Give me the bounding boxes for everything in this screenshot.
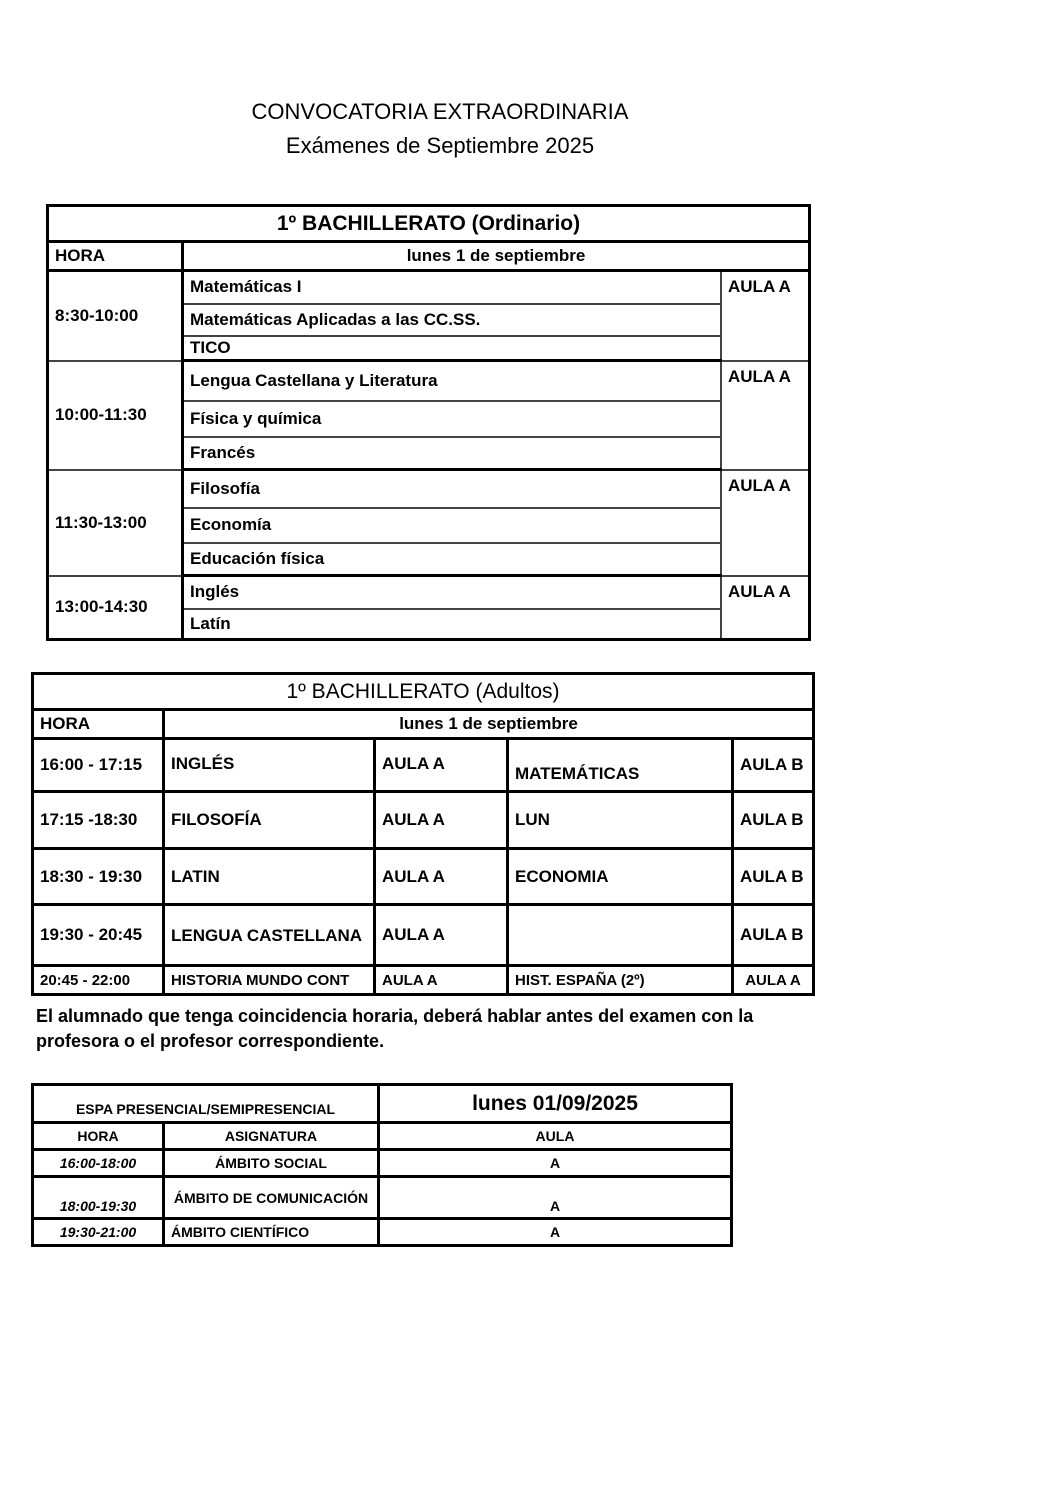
subject-cell: INGLÉS — [164, 739, 375, 792]
adultos-title: 1º BACHILLERATO (Adultos) — [33, 674, 814, 710]
day-header: lunes 1 de septiembre — [164, 710, 814, 739]
subject-cell: MATEMÁTICAS — [508, 739, 733, 792]
slot-time: 19:30 - 20:45 — [33, 905, 164, 966]
subject-cell: FILOSOFÍA — [164, 792, 375, 849]
aula-cell: AULA A — [721, 271, 810, 361]
subject-cell: LENGUA CASTELLANA — [164, 905, 375, 966]
slot-time: 20:45 - 22:00 — [33, 966, 164, 995]
document-subtitle: Exámenes de Septiembre 2025 — [285, 133, 595, 158]
subject-cell: Francés — [183, 437, 722, 470]
aula-cell: AULA A — [375, 792, 508, 849]
subject-cell: Lengua Castellana y Literatura — [183, 361, 722, 401]
aula-cell: A — [379, 1219, 732, 1246]
aula-cell: AULA A — [375, 849, 508, 905]
slot-time: 18:30 - 19:30 — [33, 849, 164, 905]
hora-header: HORA — [33, 710, 164, 739]
aula-cell: AULA A — [375, 905, 508, 966]
document-title: CONVOCATORIA EXTRAORDINARIA — [251, 99, 629, 124]
ordinario-title: 1º BACHILLERATO (Ordinario) — [48, 206, 810, 242]
aula-cell: AULA A — [721, 470, 810, 576]
aula-cell: AULA B — [733, 905, 814, 966]
subject-cell — [508, 905, 733, 966]
subject-cell: ÁMBITO DE COMUNICACIÓN — [164, 1177, 379, 1219]
slot-time: 13:00-14:30 — [48, 576, 183, 640]
aula-cell: AULA B — [733, 849, 814, 905]
slot-time: 16:00-18:00 — [33, 1150, 164, 1177]
ordinario-table — [46, 204, 811, 641]
aula-cell: AULA B — [733, 792, 814, 849]
slot-time: 10:00-11:30 — [48, 361, 183, 470]
slot-time: 8:30-10:00 — [48, 271, 183, 361]
slot-time: 18:00-19:30 — [33, 1177, 164, 1219]
aula-cell: A — [379, 1177, 732, 1219]
subject-cell: LUN — [508, 792, 733, 849]
asignatura-header: ASIGNATURA — [164, 1123, 379, 1150]
hora-header: HORA — [33, 1123, 164, 1150]
espa-table — [31, 1083, 733, 1247]
aula-cell: AULA A — [721, 576, 810, 640]
subject-cell: Matemáticas I — [183, 271, 722, 304]
subject-cell: Física y química — [183, 401, 722, 437]
aula-cell: AULA A — [733, 966, 814, 995]
slot-time: 19:30-21:00 — [33, 1219, 164, 1246]
subject-cell: HIST. ESPAÑA (2º) — [508, 966, 733, 995]
subject-cell: Filosofía — [183, 470, 722, 508]
subject-cell: Inglés — [183, 576, 722, 609]
subject-cell: ECONOMIA — [508, 849, 733, 905]
aula-cell: A — [379, 1150, 732, 1177]
day-header: lunes 1 de septiembre — [183, 242, 810, 271]
aula-cell: AULA A — [375, 966, 508, 995]
subject-cell: ÁMBITO SOCIAL — [164, 1150, 379, 1177]
subject-cell: Economía — [183, 508, 722, 543]
slot-time: 17:15 -18:30 — [33, 792, 164, 849]
aula-cell: AULA A — [721, 361, 810, 470]
aula-cell: AULA A — [375, 739, 508, 792]
hora-header: HORA — [48, 242, 183, 271]
slot-time: 16:00 - 17:15 — [33, 739, 164, 792]
subject-cell: Matemáticas Aplicadas a las CC.SS. — [183, 304, 722, 336]
espa-date: lunes 01/09/2025 — [379, 1085, 732, 1123]
subject-cell: LATIN — [164, 849, 375, 905]
slot-time: 11:30-13:00 — [48, 470, 183, 576]
adultos-table — [31, 672, 815, 996]
subject-cell: Educación física — [183, 543, 722, 576]
subject-cell: ÁMBITO CIENTÍFICO — [164, 1219, 379, 1246]
coincidence-note: El alumnado que tenga coincidencia horaria, deberá hablar antes del examen con la profesora o el profesor correspondiente. — [36, 1006, 754, 1051]
subject-cell: TICO — [183, 336, 722, 361]
subject-cell: HISTORIA MUNDO CONT — [164, 966, 375, 995]
aula-cell: AULA B — [733, 739, 814, 792]
subject-cell: Latín — [183, 609, 722, 640]
espa-title: ESPA PRESENCIAL/SEMIPRESENCIAL — [33, 1085, 379, 1123]
aula-header: AULA — [379, 1123, 732, 1150]
